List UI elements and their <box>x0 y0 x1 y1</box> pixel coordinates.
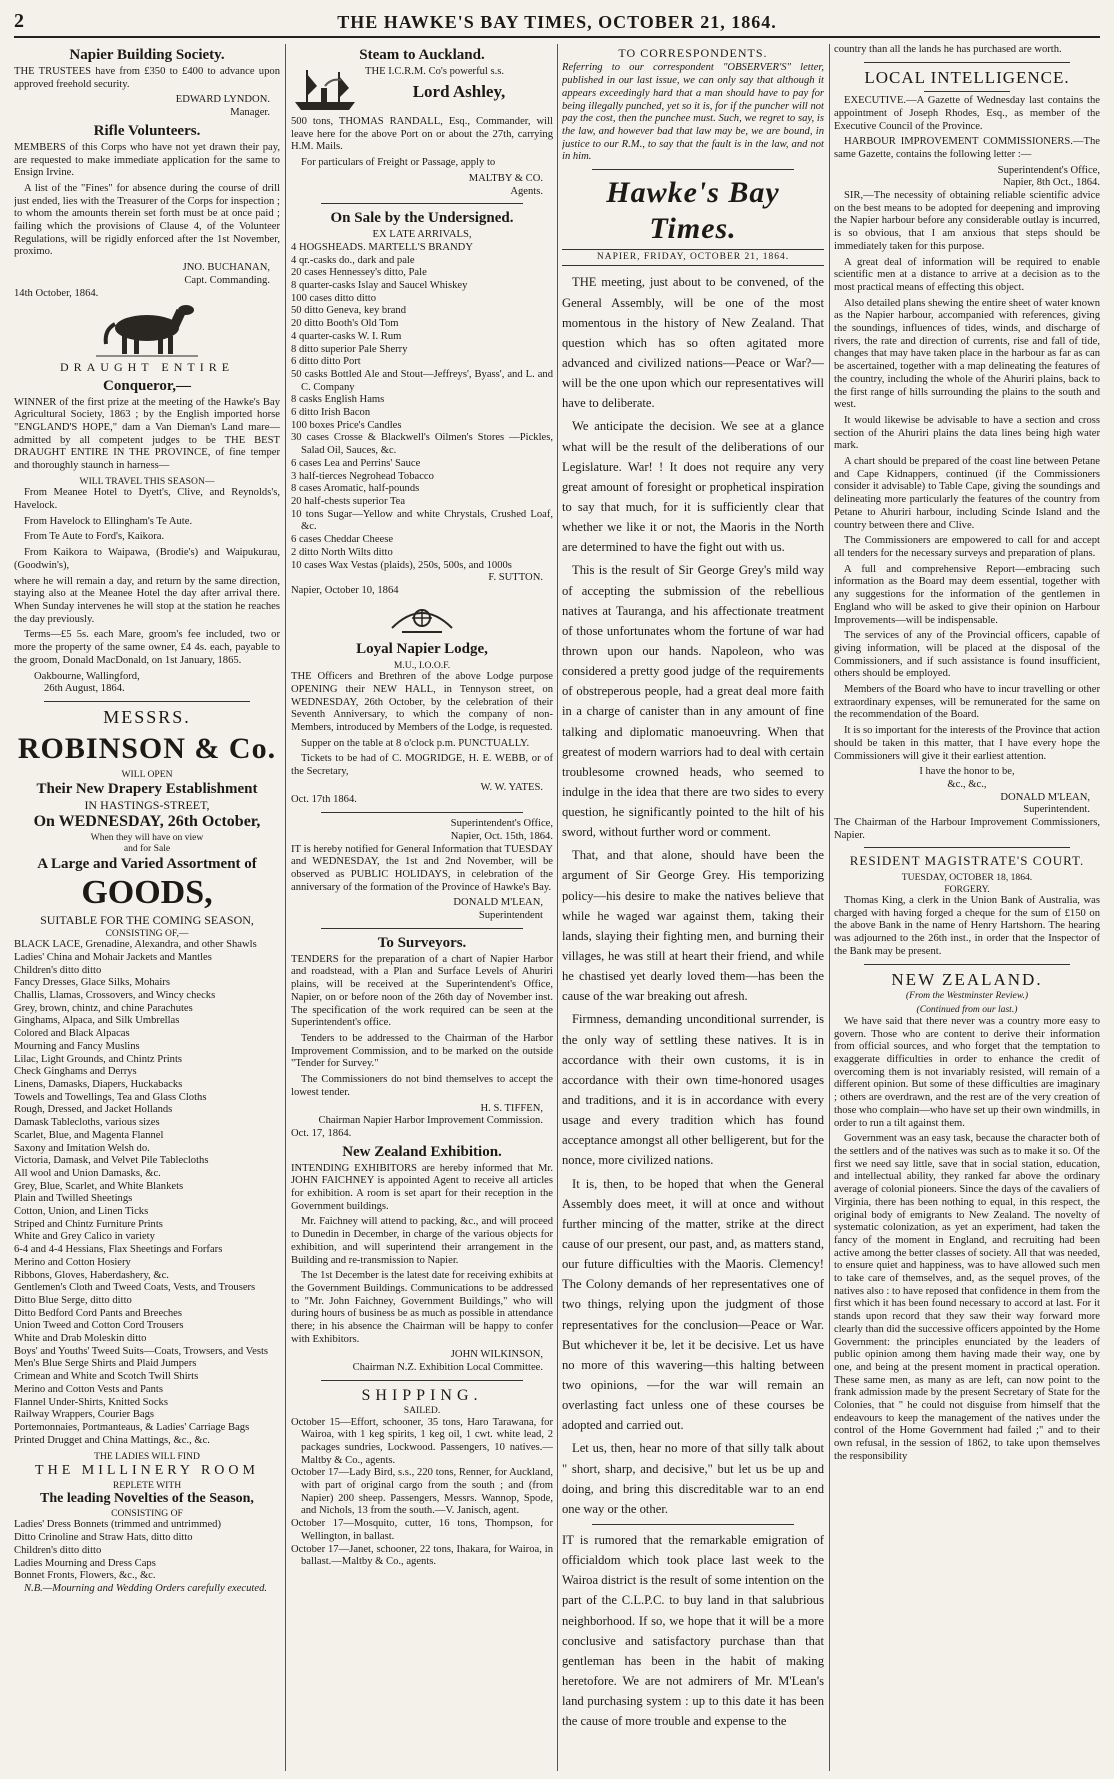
draught-horse-illustration <box>92 300 202 358</box>
letter-paragraph: Members of the Board who have to incur travelling or other extraordinary expenses, will be remunerated for the same on the recommendation of the Board. <box>834 684 1100 721</box>
list-item: 8 quarter-casks Islay and Saucel Whiskey <box>291 280 468 292</box>
list-item: Crimean and White and Scotch Twill Shirts <box>14 1371 199 1383</box>
list-item: Children's ditto ditto <box>14 964 102 976</box>
list-item: 6 cases Lea and Perrins' Sauce <box>291 457 421 469</box>
divider <box>321 203 523 204</box>
divider <box>592 1524 794 1525</box>
list-item: 10 cases Wax Vestas (plaids), 250s, 500s, and 1000s <box>291 559 512 571</box>
court-heading: RESIDENT MAGISTRATE'S COURT. <box>849 853 1085 869</box>
letter-recipient: The Chairman of the Harbour Improvement Commissioners, Napier. <box>834 817 1100 841</box>
letter-paragraph: A chart should be prepared of the coast line between Petane and Cape Kidnappers, continued (if the Commissioners consider it advisable) to Table Cape, giving the soundings and delineating more particularly the features of the country from Petane to Ahuriri harbour, including Scinde Island and the country between there and Clive. <box>834 456 1100 531</box>
divider <box>864 847 1070 848</box>
shipping-list <box>291 1417 553 1569</box>
shipping-heading: SHIPPING. <box>361 1386 483 1404</box>
signature: JOHN WILKINSON, <box>450 1349 543 1361</box>
list-item: Gentlemen's Cloth and Tweed Coats, Vests, and Trousers <box>14 1282 256 1294</box>
editorial-paragraph: THE meeting, just about to be convened, of the General Assembly, will be one of the most momentous in the history of New Zealand. That question which has so often agitated more advanced and civilized nations—Peace or War?—will be the one upon which our representatives will have to deliberate. <box>562 275 824 411</box>
lodge-text: Supper on the table at 8 o'clock p.m. PUNCTUALLY. <box>301 737 530 749</box>
divider <box>321 1380 523 1381</box>
list-item: 3 half-tierces Negrohead Tobacco <box>291 470 434 482</box>
nz-continued: (Continued from our last.) <box>916 1004 1018 1016</box>
date-line: 14th October, 1864. <box>14 287 99 299</box>
list-item: 30 cases Crosse & Blackwell's Oilmen's Stores —Pickles, Salad Oil, Sauces, &c. <box>291 432 553 457</box>
divider <box>864 964 1070 965</box>
letter-closing: &c., &c., <box>947 778 987 790</box>
list-item: 6 cases Cheddar Cheese <box>291 534 394 546</box>
napier-building-heading: Napier Building Society. <box>69 47 225 63</box>
correspondents-heading: TO CORRESPONDENTS. <box>618 46 768 60</box>
list-item: Towels and Towellings, Tea and Glass Cloths <box>14 1091 207 1103</box>
list-item: Mourning and Fancy Muslins <box>14 1040 140 1052</box>
signature-role: Manager. <box>230 107 270 119</box>
hastings-street-label: IN HASTINGS-STREET, <box>84 798 210 812</box>
nz-article <box>834 1016 1100 1464</box>
continued-text: country than all the lands he has purchased are worth. <box>834 44 1062 55</box>
divider <box>592 169 794 170</box>
column-rule <box>557 44 558 1771</box>
editorial-paragraph: That, and that alone, should have been the argument of Sir George Grey. His temporizing policy—his desire to make the natives believe that while he waged war against them, taking their lands, slaying their fighting men, and burning their villages, he was still at heart their friend, and while he chastised yet dearly loved them—has been the cause of the war breaking out afresh. <box>562 848 824 1004</box>
list-item: Ditto Blue Serge, ditto ditto <box>14 1294 132 1306</box>
date-line: Napier, Oct. 15th, 1864. <box>450 830 553 842</box>
robinson-heading: ROBINSON & Co. <box>17 731 277 765</box>
list-item: Boys' and Youths' Tweed Suits—Coats, Trowsers, and Vests <box>14 1345 269 1357</box>
lodge-emblem-icon <box>382 598 462 638</box>
editorial-paragraph: Let us, then, hear no more of that silly talk about " short, sharp, and decisive," but let us be up and doing, and bring this discreditable war to an end one way or the other. <box>562 1441 824 1516</box>
lord-ashley-heading: Lord Ashley, <box>412 81 506 101</box>
letter-closing: I have the honor to be, <box>919 766 1015 778</box>
signature-role: Superintendent. <box>1023 804 1090 816</box>
terms-text: Terms—£5 5s. each Mare, groom's fee included, two or more the property of the same owner, £4 4s. each, payable to the groom, Donald MacDonald, on 1st January, 1865. <box>14 629 280 666</box>
view-note: and for Sale <box>123 843 171 855</box>
surveyors-text: TENDERS for the preparation of a chart of Napier Harbor and roadstead, with a Plan and Surface Levels of Ahuriri plains, will be received at the Superintendent's Office, Napier, on or before noon of the 26th day of November inst. The specification of the work required can be seen at the Superintendent's office. <box>291 953 553 1029</box>
napier-building-text: THE TRUSTEES have from £350 to £400 to advance upon approved freehold security. <box>14 66 280 90</box>
column-rule <box>829 44 830 1771</box>
list-item: Ginghams, Alpaca, and Silk Umbrellas <box>14 1015 180 1027</box>
list-item: White and Grey Calico in variety <box>14 1231 155 1243</box>
letter-paragraph: SIR,—The necessity of obtaining reliable scientific advice on the best means to be adopted for deepening and improving the Napier harbour before any considerable outlay is incurred, is so obvious, that I am anxious that steps should be immediately taken for this purpose. <box>834 190 1100 252</box>
list-item: Scarlet, Blue, and Magenta Flannel <box>14 1129 164 1141</box>
office-line: Superintendent's Office, <box>450 818 553 830</box>
consisting-label: CONSISTING OF <box>111 1507 183 1519</box>
list-item: Bonnet Fronts, Flowers, &c., &c. <box>14 1570 156 1582</box>
list-item: Grey, brown, chintz, and chine Parachutes <box>14 1002 193 1014</box>
goods-list <box>14 939 280 1447</box>
shipping-entry: October 15—Effort, schooner, 35 tons, Haro Tarawana, for Wairoa, with 1 keg spirits, 1 keg oil, 1 cwt. white lead, 2 packages sundries, Lockwood. Passengers, 10 natives.—Maltby & Co., agents. <box>291 1416 553 1466</box>
column-3 <box>562 44 824 1771</box>
editorial-paragraph: We anticipate the decision. We see at a glance what will be the result of the deliberations of our Legislature. War! ! It does not require any very great amount of foresight or prophetical inspiration to say that much, for it is sufficiently clear that whether we like it or not, the Maoris in the North are determined to have the fight out with us. <box>562 419 824 555</box>
exhibition-heading: New Zealand Exhibition. <box>342 1143 502 1160</box>
list-item: 50 casks Bottled Ale and Stout—Jeffreys', Byass', and L. and C. Company <box>291 368 553 393</box>
holiday-text: IT is hereby notified for General Information that TUESDAY and WEDNESDAY, the 1st and 2nd November, will be observed as PUBLIC HOLIDAYS, in celebration of the anniversary of the formation of the Province of Hawke's Bay. <box>291 843 553 893</box>
exhibition-text: Mr. Faichney will attend to packing, &c., and will proceed to Dunedin in December, in charge of the various objects for exhibition, and will superintend their arrangement in the Building and re-transmission to Napier. <box>291 1216 553 1266</box>
season-label: SUITABLE FOR THE COMING SEASON, <box>40 913 254 928</box>
article-paragraph: Government was an easy task, because the character both of the settlers and of the natives was such as to make it so. Of the first we need say little, save that in social station, education, and intellectual ability, they ranked far above the ordinary average of colonial pioneers. Since the days of the cavaliers of Virginia, there has been nothing to equal, in this respect, the original body of emigrants to New Zealand. The novelty of systematic colonization, as yet an experiment, had taken the fancy of the moment in England, and recruiting had been active among the better classes of society. All that was needed, to ensure quiet and happiness, was to have allowed such men to take care of themselves, and, as the sequel proves, of the natives also : to have reposed that confidence in them from the first which it has been found necessary to accord at last. For it stands upon record that they saw their way forward more clearly than did the successive officers appointed by the Home Government: the principles enunciated by the leaders of public opinion among them having made their way, one by one, and being at the present moment in practical operation. These same men, as many as are left, can now point to the frank admission made by the present Secretary of State for the Colonies, that " he could not disguise from himself that the endeavours to keep the management of the natives under the control of the Home Government had failed ;" and to their own refusal, in the session of 1862, to take upon themselves the responsibility <box>834 1133 1100 1462</box>
novelties-heading: The leading Novelties of the Season, <box>40 1491 254 1507</box>
steam-text: 500 tons, THOMAS RANDALL, Esq., Commander, will leave here for the above Port on or about the 27th, carrying H.M. Mails. <box>291 116 553 153</box>
signature: MALTBY & CO. <box>468 172 543 184</box>
opening-date-heading: On WEDNESDAY, 26th October, <box>33 813 261 831</box>
harbour-letter <box>834 190 1100 763</box>
sailed-label: SAILED. <box>403 1405 441 1417</box>
executive-paragraph: EXECUTIVE.—A Gazette of Wednesday last contains the appointment of Joseph Rhodes, Esq., as member of the Executive Council of the Province. <box>834 95 1100 132</box>
divider <box>44 701 250 702</box>
list-item: All wool and Union Damasks, &c. <box>14 1167 161 1179</box>
conqueror-text: where he will remain a day, and return by the same direction, staying also at the Meanee Hotel the day after arrival there. When Sunday intervenes he will stop at the station he reaches the day previously. <box>14 575 280 625</box>
list-item: Striped and Chintz Furniture Prints <box>14 1218 163 1230</box>
editorial-paragraph: This is the result of Sir George Grey's mild way of accepting the submission of the rebellious natives at Tauranga, and his affectionate treatment of those unfortunates whom the fortune of war had thrown upon our hands. Napoleon, who was considered a pretty good judge of the requirements of obstreperous people, had a great deal more faith in a charge of canister than in any amount of fine talking and diplomatic manoeuvring. When that greatest of modern warriors had to deal with certain troublesome crowned heads, who seemed to indulge in the idea that there are two sides to every question, he significantly pointed to the hilt of his sword, without further word or comment. <box>562 563 824 840</box>
court-text: Thomas King, a clerk in the Union Bank of Australia, was charged with having forged a cheque for the sum of £150 on the above Bank in the name of Henry Hartshorn. The hearing was adjourned to the 26th inst., in order that the Inspector of the Bank may be present. <box>834 895 1100 957</box>
court-date: TUESDAY, OCTOBER 18, 1864. <box>901 872 1033 884</box>
consisting-label: CONSISTING OF,— <box>105 927 189 939</box>
travel-route: From Meanee Hotel to Dyett's, Clive, and Reynolds's, Havelock. <box>14 487 280 512</box>
drapery-heading: Their New Drapery Establishment <box>36 781 258 797</box>
masthead <box>14 6 1100 38</box>
signature: F. SUTTON. <box>488 572 543 584</box>
new-zealand-heading: NEW ZEALAND. <box>891 969 1043 989</box>
date-line: Oct. 17, 1864. <box>291 1127 352 1139</box>
newspaper-header-title: THE HAWKE'S BAY TIMES, OCTOBER 21, 1864. <box>337 12 777 32</box>
rumor-paragraph: IT is rumored that the remarkable emigration of officialdom which took place last week to the Wairoa district is the result of some intention on the part of the C.L.P.C. to buy land in that salubrious neighborhood. If so, we hope that it will be a more conclusive and satisfactory purchase than that gentleman has been in the habit of making heretofore. We are not admirers of Mr. M'Lean's land purchasing system : up to this date it has been the cause of more trouble and expense to the <box>562 1532 824 1729</box>
will-open-label: WILL OPEN <box>121 768 173 780</box>
list-item: Linens, Damasks, Diapers, Huckabacks <box>14 1079 183 1090</box>
signature: W. W. YATES. <box>480 781 543 793</box>
list-item: 4 qr.-casks do., dark and pale <box>291 254 415 266</box>
shipping-entry: October 17—Lady Bird, s.s., 220 tons, Renner, for Auckland, with part of original cargo from the south ; and (from Napier) 200 sheep. Passengers, Messrs. Wannop, Spode, and Nichols, 13 from the south.—V. Janisch, agent. <box>291 1467 553 1517</box>
surveyors-text: The Commissioners do not bind themselves to accept the lowest tender. <box>291 1074 553 1098</box>
list-item: White and Drab Moleskin ditto <box>14 1333 147 1345</box>
list-item: Grey, Blue, Scarlet, and White Blankets <box>14 1180 184 1192</box>
list-item: 6-4 and 4-4 Hessians, Flax Sheetings and Forfars <box>14 1244 223 1256</box>
list-item: 100 boxes Price's Candles <box>291 419 402 431</box>
surveyors-text: Tenders to be addressed to the Chairman of the Harbor Improvement Commission, and to be marked on the outside "Tender for Survey." <box>291 1032 553 1070</box>
article-paragraph: We have said that there never was a country more easy to govern. Those who are content to derive their information from official sources, and who forget that the temptation to exaggerate difficulties in order to enhance the credit of overcoming them is not invariably resisted, will remain of a different opinion. But some of these difficulties are imaginary ; others are overdrawn, and the rest are of the very creation of those who complain—who have set up their own windmills, in order to run a tilt against them. <box>834 1015 1100 1129</box>
editorial-body <box>562 272 824 1519</box>
date-line: 26th August, 1864. <box>44 683 125 695</box>
millinery-heading: THE MILLINERY ROOM <box>35 1462 259 1478</box>
list-item: Check Ginghams and Derrys <box>14 1066 137 1078</box>
list-item: Merino and Cotton Vests and Pants <box>14 1383 163 1395</box>
list-item: BLACK LACE, Grenadine, Alexandra, and other Shawls <box>14 939 257 951</box>
list-item: Merino and Cotton Hosiery <box>14 1256 131 1268</box>
date-line: Napier, 8th Oct., 1864. <box>1003 177 1100 189</box>
signature: EDWARD LYNDON. <box>175 94 270 106</box>
lodge-heading: Loyal Napier Lodge, <box>356 640 488 657</box>
steamship-icon <box>291 66 361 116</box>
messrs-label: MESSRS. <box>103 706 191 727</box>
signature-role: Agents. <box>510 185 543 197</box>
sale-list <box>291 242 553 572</box>
signature-role: Capt. Commanding. <box>184 274 270 286</box>
editorial-dateline: NAPIER, FRIDAY, OCTOBER 21, 1864. <box>562 249 824 266</box>
letter-paragraph: The Commissioners are empowered to call for and accept all tenders for the necessary surveys and preparation of plans. <box>834 535 1100 559</box>
list-item: Flannel Under-Shirts, Knitted Socks <box>14 1396 168 1408</box>
steam-heading: Steam to Auckland. <box>359 47 485 63</box>
divider <box>924 91 1010 92</box>
letter-paragraph: Also detailed plans shewing the entire sheet of water known as the Napier harbour, accompanied with references, giving the soundings, influences of tides, winds, and discharge of rivers, the rate and direction of currents, rise and fall of tide, changes that may have taken place in the harbour as far as can be ascertained, together with a map delineating the features of the country, including the whole of the Ahuriri plains, back to the first range of hills surrounding the plains to the south and west. <box>834 297 1100 411</box>
list-item: 8 ditto superior Pale Sherry <box>291 343 408 355</box>
signature: H. S. TIFFEN, <box>480 1102 543 1114</box>
list-item: 4 HOGSHEADS. MARTELL'S BRANDY <box>291 241 473 253</box>
surveyors-heading: To Surveyors. <box>377 934 467 951</box>
list-item: 2 ditto North Wilts ditto <box>291 546 393 558</box>
list-item: Victoria, Damask, and Velvet Pile Tablecloths <box>14 1155 209 1167</box>
list-item: Plain and Twilled Sheetings <box>14 1193 133 1205</box>
divider <box>321 928 523 929</box>
conqueror-text: WINNER of the first prize at the meeting of the Hawke's Bay Agricultural Society, 1863 ; by the English imported horse "ENGLAND'S HOPE," dam a Van Dieman's Land mare—admitted by all competent judges to be THE BEST DRAUGHT ENTIRE IN THE PROVINCE, of fine temper and thoroughly staunch in harness— <box>14 396 280 472</box>
date-line: Napier, October 10, 1864 <box>291 584 399 596</box>
local-intelligence-heading: LOCAL INTELLIGENCE. <box>864 67 1070 87</box>
ladies-label: THE LADIES WILL FIND <box>94 1451 200 1463</box>
list-item: Saxony and Imitation Welsh do. <box>14 1142 150 1154</box>
sale-heading: On Sale by the Undersigned. <box>330 210 514 227</box>
list-item: Fancy Dresses, Glace Silks, Mohairs <box>14 977 170 989</box>
goods-heading: GOODS, <box>81 873 213 911</box>
letter-paragraph: A great deal of information will be required to enable scientific men at a distance to arrive at a decision as to the most practical means of effecting this object. <box>834 256 1100 293</box>
nz-source: (From the Westminster Review.) <box>905 989 1029 1001</box>
list-item: Colored and Black Alpacas <box>14 1028 130 1040</box>
letter-paragraph: It would likewise be advisable to have a section and cross section of the Ahuriri plains the data lines being high water mark. <box>834 414 1100 452</box>
lodge-text: Tickets to be had of C. MOGRIDGE, H. E. WEBB, or of the Secretary, <box>291 753 553 778</box>
list-item: Children's ditto ditto <box>14 1544 102 1556</box>
list-item: 8 cases Aromatic, half-pounds <box>291 483 420 495</box>
exhibition-text: INTENDING EXHIBITORS are hereby informed that Mr. JOHN FAICHNEY is appointed Agent to receive all articles for exhibition. A room is set apart for their reception in the Government buildings. <box>291 1162 553 1212</box>
travel-route: From Te Aute to Ford's, Kaikora. <box>24 531 165 543</box>
editorial-paragraph: It is, then, to be hoped that when the General Assembly does meet, it will at once and without further mincing of the matter, strike at the direct cause of our present, our past, and, as matters stand, our future difficulties with the Maoris. Clemency! The Colony demands of her representatives one of two things, relying upon the judgment of those representatives for the conclusion—Peace or War. But whichever it be, let it be decisive. Let us have no more of this wavering—this halting between two opinions, —for the war will remain an overlasting fact unless one of these courses be adopted and carried out. <box>562 1176 824 1433</box>
list-item: 50 ditto Geneva, key brand <box>291 305 407 317</box>
divider <box>864 62 1070 63</box>
location-line: Oakbourne, Wallingford, <box>34 670 140 682</box>
column-4 <box>834 44 1100 1771</box>
lodge-subheading: M.U., I.O.O.F. <box>393 659 451 671</box>
list-item: Challis, Llamas, Crossovers, and Wincy checks <box>14 990 216 1002</box>
list-item: Union Tweed and Cotton Cord Trousers <box>14 1320 184 1332</box>
divider <box>321 812 523 813</box>
list-item: Men's Blue Serge Shirts and Plaid Jumpers <box>14 1358 197 1370</box>
list-item: Ladies Mourning and Dress Caps <box>14 1557 156 1569</box>
letter-paragraph: A full and comprehensive Report—embracing such information as the Board may deem essential, together with any suggestions for the information of the gentlemen in England who will be asked to give their opinion on Harbour Improvements—will be indispensable. <box>834 563 1100 626</box>
list-item: Portemonnaies, Portmanteaus, & Ladies' Carriage Bags <box>14 1421 250 1433</box>
list-item: Ladies' China and Mohair Jackets and Mantles <box>14 951 212 963</box>
list-item: Rough, Dressed, and Jacket Hollands <box>14 1104 173 1116</box>
editorial-paragraph: Firmness, demanding unconditional surrender, is the only way of settling these natives. It is in accordance with their own customs, it is in accordance with their own time-honored usages and traditions, and it is in accordance with every usage and every tradition which has found acceptance amongst all other belligerent, but for the nonce, more civilized nations. <box>562 1012 824 1168</box>
view-note: When they will have on view <box>90 831 204 843</box>
list-item: 10 tons Sugar—Yellow and white Chrystals, Crushed Loaf, &c. <box>291 508 553 533</box>
list-item: 8 casks English Hams <box>291 394 385 406</box>
steam-text: For particulars of Freight or Passage, apply to <box>301 157 496 169</box>
list-item: Lilac, Light Grounds, and Chintz Prints <box>14 1053 183 1065</box>
signature-role: Chairman Napier Harbor Improvement Commission. <box>318 1115 543 1127</box>
list-item: Ditto Bedford Cord Pants and Breeches <box>14 1307 182 1319</box>
lodge-text: THE Officers and Brethren of the above Lodge purpose OPENING their NEW HALL, in Tennyson street, on WEDNESDAY, 26th October, by the celebration of their Seventh Anniversary, to which the company of non-Members, introduced by Members of the Lodge, is requested. <box>291 671 553 733</box>
letter-paragraph: It is so important for the interests of the Province that action should be taken in this matter, that I have every hope the Commissioners will give it their earliest attention. <box>834 725 1100 762</box>
exhibition-text: The 1st December is the latest date for receiving exhibits at the Government Buildings. Communications to be addressed to "Mr. John Faichney, Government Buildings," who will during hours of business be as much as possible in attendance there; in his absence the Chairman will be happy to confer with Exhibitors. <box>291 1270 553 1345</box>
newspaper-title: Hawke's Bay Times. <box>606 176 780 246</box>
column-rule <box>285 44 286 1771</box>
list-item: 4 quarter-casks W. I. Rum <box>291 330 402 342</box>
travel-route: From Havelock to Ellingham's Te Aute. <box>24 515 193 527</box>
signature-role: Chairman N.Z. Exhibition Local Committee. <box>352 1362 543 1374</box>
rifle-volunteers-heading: Rifle Volunteers. <box>93 122 201 139</box>
list-item: 6 ditto Irish Bacon <box>291 407 371 419</box>
signature: DONALD M'LEAN, <box>1000 791 1090 803</box>
signature-role: Superintendent <box>478 910 543 922</box>
column-2 <box>291 44 553 1771</box>
forgery-label: FORGERY. <box>944 883 990 895</box>
harbour-paragraph: HARBOUR IMPROVEMENT COMMISSIONERS.—The same Gazette, contains the following letter :— <box>834 136 1100 160</box>
list-item: Ribbons, Gloves, Haberdashery, &c. <box>14 1269 169 1281</box>
millinery-list <box>14 1519 280 1583</box>
list-item: Ladies' Dress Bonnets (trimmed and untrimmed) <box>14 1519 221 1531</box>
steam-text: THE I.C.R.M. Co's powerful s.s. <box>365 66 505 77</box>
conqueror-heading: Conqueror,— <box>103 377 191 394</box>
list-item: 100 cases ditto ditto <box>291 292 377 304</box>
list-item: Ditto Crinoline and Straw Hats, ditto ditto <box>14 1532 193 1544</box>
list-item: Printed Drugget and China Mattings, &c., &c. <box>14 1434 210 1446</box>
signature: DONALD M'LEAN, <box>453 897 543 909</box>
shipping-entry: October 17—Janet, schooner, 22 tons, Ihakara, for Wairoa, in ballast.—Maltby & Co., agents. <box>291 1543 553 1568</box>
date-line: Oct. 17th 1864. <box>291 794 357 806</box>
office-line: Superintendent's Office, <box>997 164 1100 176</box>
sale-subheading: EX LATE ARRIVALS, <box>372 229 472 241</box>
list-item: Cotton, Union, and Linen Ticks <box>14 1206 149 1218</box>
list-item: 20 ditto Booth's Old Tom <box>291 318 399 330</box>
list-item: Damask Tablecloths, various sizes <box>14 1117 160 1129</box>
list-item: Railway Wrappers, Courier Bags <box>14 1409 155 1421</box>
page-number: 2 <box>14 10 24 32</box>
replete-label: REPLETE WITH <box>112 1479 182 1491</box>
nb-note: N.B.—Mourning and Wedding Orders carefully executed. <box>24 1583 268 1594</box>
list-item: 20 cases Hennessey's ditto, Pale <box>291 267 427 279</box>
column-1 <box>14 44 280 1771</box>
draught-entire-label: DRAUGHT ENTIRE <box>59 360 235 375</box>
signature: JNO. BUCHANAN, <box>182 262 270 274</box>
letter-paragraph: The services of any of the Provincial officers, capable of giving information, will be placed at the disposal of the Commissioners, and if such assistance is found insufficient, others should be employed. <box>834 630 1100 680</box>
travel-route: From Kaikora to Waipawa, (Brodie's) and Waipukurau, (Goodwin's), <box>14 547 280 571</box>
correspondents-text: Referring to our correspondent "OBSERVER'S" letter, published in our last issue, we can only say that although it appears exceedingly hard that a man should have to pay for being illegally punched, yet so it is, for if the puncher will not pay the cost, then the punchee must. Such, we regret to say, is the law, and however bad that law may be, we are bound, in justice to our R.M., to say that the fault is in the law, and not in him. <box>562 62 824 163</box>
list-item: 6 ditto ditto Port <box>291 356 361 368</box>
rifle-text: MEMBERS of this Corps who have not yet drawn their pay, are requested to make immediate application for the same to Ensign Irvine. <box>14 141 280 179</box>
list-item: 20 half-chests superior Tea <box>291 495 406 507</box>
travel-label: WILL TRAVEL THIS SEASON— <box>79 475 215 487</box>
rifle-text: A list of the "Fines" for absence during the course of drill just ended, lies with the Treasurer of the Corps for inspection ; to whom the amounts therein set forth must be at once paid ; failing which the provisions of Clause 4, of the Volunteer Regulations, will be rigidly enforced after the 1st November, proximo. <box>14 182 280 258</box>
shipping-entry: October 17—Mosquito, cutter, 16 tons, Thompson, for Wellington, in ballast. <box>291 1518 553 1542</box>
assortment-heading: A Large and Varied Assortment of <box>37 855 257 872</box>
